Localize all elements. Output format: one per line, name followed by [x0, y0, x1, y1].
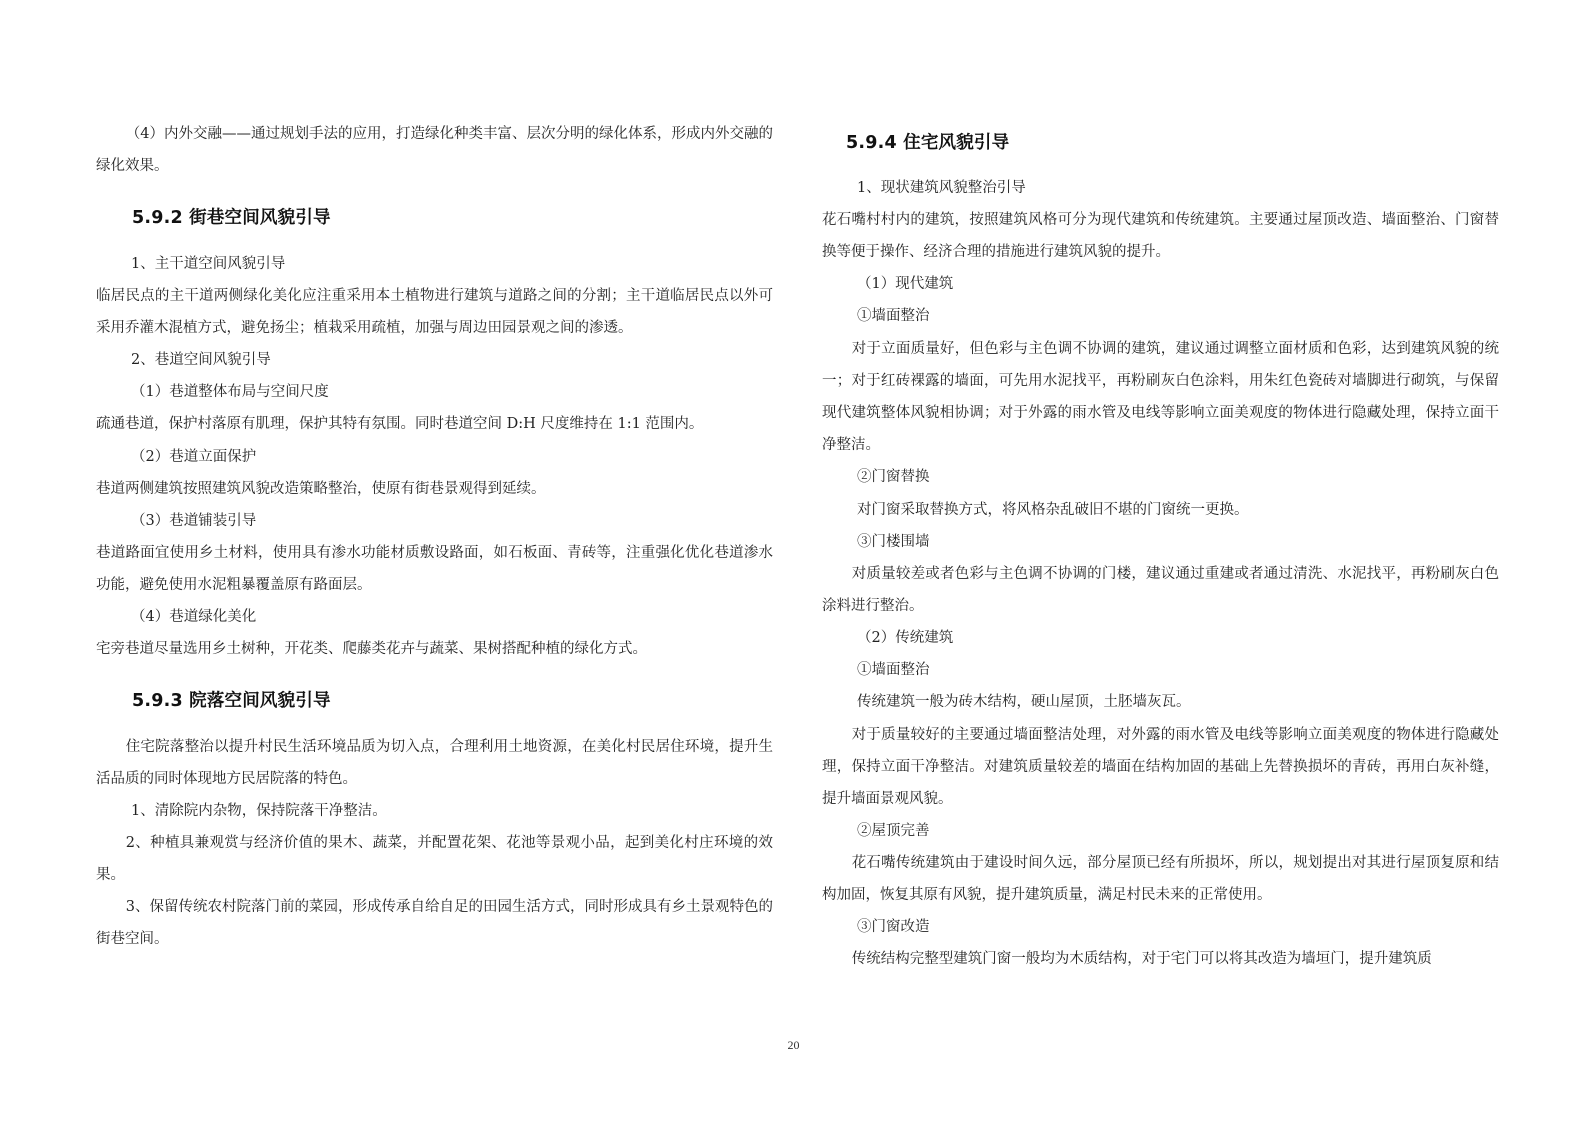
paragraph: 宅旁巷道尽量选用乡土树种，开花类、爬藤类花卉与蔬菜、果树搭配种植的绿化方式。 — [96, 641, 647, 657]
paragraph: 巷道两侧建筑按照建筑风貌改造策略整治，使原有街巷景观得到延续。 — [96, 481, 546, 497]
section-heading-5-9-4: 5.9.4 住宅风貌引导 — [846, 133, 1010, 153]
paragraph: 传统结构完整型建筑门窗一般均为木质结构，对于宅门可以将其改造为墙垣门，提升建筑质 — [851, 951, 1432, 967]
sub-item-title: ③门楼围墙 — [857, 534, 930, 550]
paragraph: 对于立面质量好，但色彩与主色调不协调的建筑，建议通过调整立面材质和色彩，达到建筑风貌的统一；对于红砖裸露的墙面，可先用水泥找平，再粉刷灰白色涂料，用朱红色瓷砖对墙脚进行砌筑，与保留现代建筑整体风貌相协调；对于外露的雨水管及电线等影响立面美观度的物体进行隐藏处理，保持立面干净整洁。 — [822, 341, 1499, 453]
sub-item-title: （4）巷道绿化美化 — [131, 609, 257, 625]
paragraph: 传统建筑一般为砖木结构，硬山屋顶，土胚墙灰瓦。 — [857, 694, 1191, 710]
list-item-title: 1、现状建筑风貌整治引导 — [857, 180, 1026, 196]
list-item: 1、清除院内杂物，保持院落干净整洁。 — [131, 803, 387, 819]
sub-item-title: （3）巷道铺装引导 — [131, 513, 257, 529]
paragraph: 巷道路面宜使用乡土材料，使用具有渗水功能材质敷设路面，如石板面、青砖等，注重强化优化巷道渗水功能，避免使用水泥粗暴覆盖原有路面层。 — [96, 545, 773, 593]
paragraph: 对于质量较好的主要通过墙面整洁处理，对外露的雨水管及电线等影响立面美观度的物体进行隐藏处理，保持立面干净整洁。对建筑质量较差的墙面在结构加固的基础上先替换损坏的青砖，再用白灰补缝，提升墙面景观风貌。 — [822, 727, 1499, 807]
section-heading-5-9-3: 5.9.3 院落空间风貌引导 — [132, 691, 331, 711]
sub-item-title: ②门窗替换 — [857, 469, 930, 485]
sub-item-title: （2）巷道立面保护 — [131, 449, 257, 465]
section-heading-5-9-2: 5.9.2 街巷空间风貌引导 — [132, 208, 331, 228]
sub-item-title: ②屋顶完善 — [857, 823, 930, 839]
list-item-title: 1、主干道空间风貌引导 — [131, 256, 286, 272]
list-item-title: 2、巷道空间风貌引导 — [131, 352, 271, 368]
paragraph: 对门窗采取替换方式，将风格杂乱破旧不堪的门窗统一更换。 — [857, 502, 1249, 518]
page-number: 20 — [787, 1038, 800, 1052]
paragraph: 住宅院落整治以提升村民生活环境品质为切入点，合理利用土地资源，在美化村民居住环境，提升生活品质的同时体现地方民居院落的特色。 — [96, 739, 773, 787]
paragraph: 疏通巷道，保护村落原有肌理，保护其特有氛围。同时巷道空间 D:H 尺度维持在 1:1 范围内。 — [96, 416, 704, 432]
sub-item-title: （1）巷道整体布局与空间尺度 — [131, 384, 329, 400]
sub-item-title: ①墙面整治 — [857, 308, 930, 324]
paragraph: 对质量较差或者色彩与主色调不协调的门楼，建议通过重建或者通过清洗、水泥找平，再粉刷灰白色涂料进行整治。 — [822, 566, 1499, 614]
sub-item-title: （2）传统建筑 — [857, 630, 954, 646]
sub-item-title: ③门窗改造 — [857, 919, 930, 935]
list-item: 2、种植具兼观赏与经济价值的果木、蔬菜，并配置花架、花池等景观小品，起到美化村庄环境的效果。 — [96, 835, 773, 883]
sub-item-title: ①墙面整治 — [857, 662, 930, 678]
paragraph: 花石嘴传统建筑由于建设时间久远，部分屋顶已经有所损坏，所以，规划提出对其进行屋顶复原和结构加固，恢复其原有风貌，提升建筑质量，满足村民未来的正常使用。 — [822, 855, 1499, 903]
intro-paragraph: （4）内外交融——通过规划手法的应用，打造绿化种类丰富、层次分明的绿化体系，形成内外交融的绿化效果。 — [96, 126, 773, 174]
paragraph: 花石嘴村村内的建筑，按照建筑风格可分为现代建筑和传统建筑。主要通过屋顶改造、墙面整治、门窗替换等便于操作、经济合理的措施进行建筑风貌的提升。 — [822, 212, 1499, 260]
sub-item-title: （1）现代建筑 — [857, 276, 954, 292]
paragraph: 临居民点的主干道两侧绿化美化应注重采用本土植物进行建筑与道路之间的分割；主干道临居民点以外可采用乔灌木混植方式，避免扬尘；植栽采用疏植，加强与周边田园景观之间的渗透。 — [96, 288, 773, 336]
list-item: 3、保留传统农村院落门前的菜园，形成传承自给自足的田园生活方式，同时形成具有乡土景观特色的街巷空间。 — [96, 899, 773, 947]
